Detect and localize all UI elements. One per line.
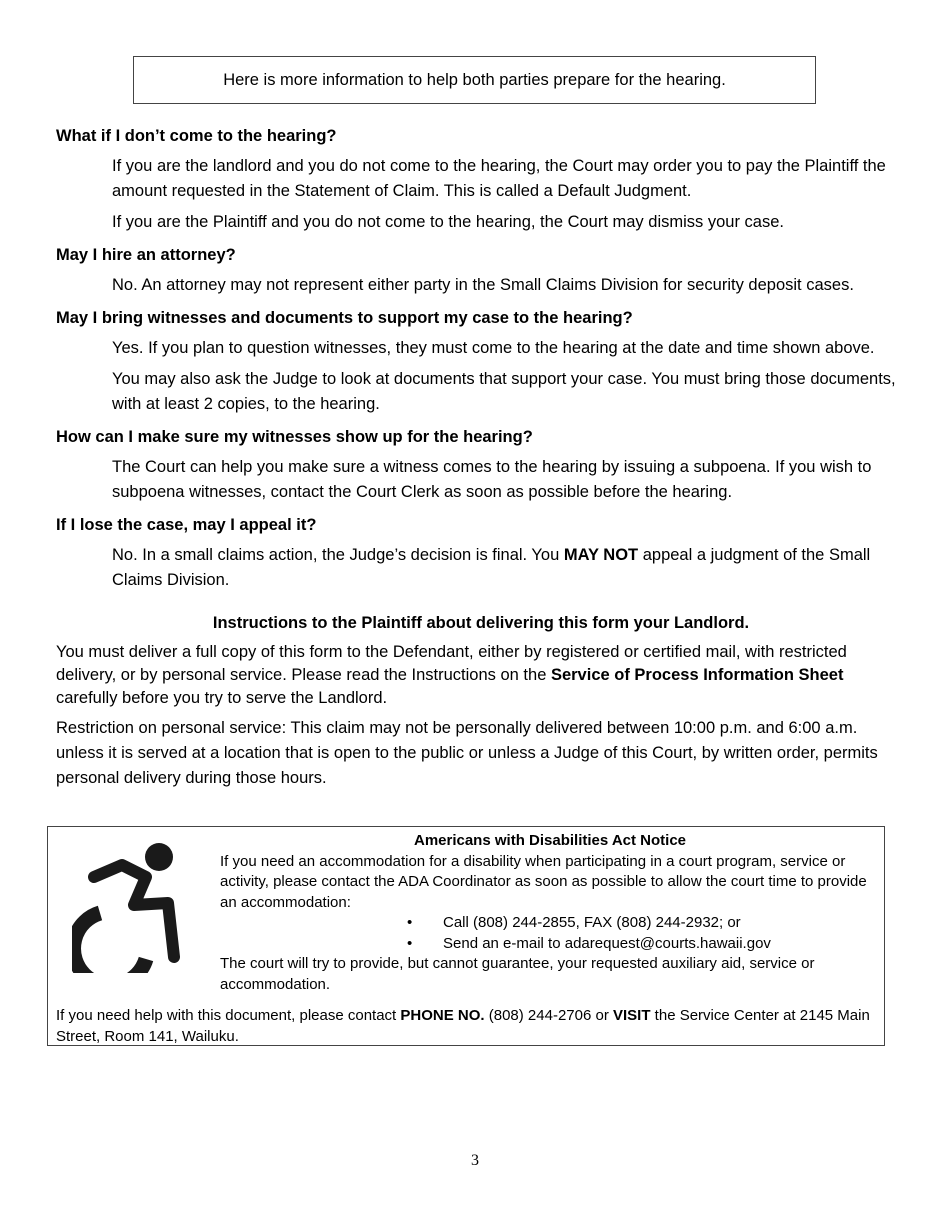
help-contact: If you need help with this document, please contact PHONE NO. (808) 244-2706 or VISIT the Service Center at 2145 Main Street, Room 141, Wailuku. [56,1007,870,1045]
ada-notice-box [47,826,885,1046]
ada-notice-text [220,831,880,995]
instructions-delivery: You must deliver a full copy of this form to the Defendant, either by registered or certified mail, with restricted delivery, or by personal service. Please read the Instructions on the Service of Process Information Sheet carefully before you try to serve the Landlord. [56,643,847,707]
ada-closing: The court will try to provide, but cannot guarantee, your requested auxiliary aid, service or accommodation. [220,955,815,993]
faq-question: How can I make sure my witnesses show up for the hearing? [56,428,533,446]
faq-answer-appeal: No. In a small claims action, the Judge’s decision is final. You MAY NOT appeal a judgment of the Small Claims Division. [112,546,871,589]
ada-title: Americans with Disabilities Act Notice [413,832,687,849]
ada-contact-phone: • Call (808) 244-2855, FAX (808) 244-2932; or [220,913,880,934]
faq-question: What if I don’t come to the hearing? [56,127,337,145]
faq-answer: If you are the Plaintiff and you do not come to the hearing, the Court may dismiss your case. [112,213,784,231]
ada-contact-list [220,913,880,954]
service-sheet-emphasis: Service of Process Information Sheet [550,666,844,684]
faq-answer: The Court can help you make sure a witness comes to the hearing by issuing a subpoena. If you wish to subpoena witnesses, contact the Court Clerk as soon as possible before the hearing. [112,458,872,501]
visit-label: VISIT [613,1007,651,1024]
may-not-emphasis: MAY NOT [563,546,639,564]
notice-text: Here is more information to help both parties prepare for the hearing. [223,70,726,89]
faq-question: May I hire an attorney? [56,246,236,264]
notice-box [133,56,816,104]
phone-label: PHONE NO. [400,1007,485,1024]
faq-section [56,124,906,791]
faq-answer: If you are the landlord and you do not come to the hearing, the Court may order you to pay the Plaintiff the amount requested in the Statement of Claim. This is called a Default Judgment. [112,157,886,200]
faq-answer: Yes. If you plan to question witnesses, they must come to the hearing at the date and time shown above. [112,339,875,357]
faq-question: If I lose the case, may I appeal it? [56,516,317,534]
faq-answer: No. An attorney may not represent either party in the Small Claims Division for security deposit cases. [112,276,854,294]
ada-intro: If you need an accommodation for a disability when participating in a court program, service or activity, please contact the ADA Coordinator as soon as possible to allow the court time to provide an accommodation: [220,852,867,911]
page-number: 3 [471,1152,479,1169]
accessibility-wheelchair-icon [72,841,184,973]
faq-question: May I bring witnesses and documents to support my case to the hearing? [56,309,633,327]
instructions-title: Instructions to the Plaintiff about delivering this form your Landlord. [212,614,750,632]
faq-answer: You may also ask the Judge to look at documents that support your case. You must bring those documents, with at least 2 copies, to the hearing. [112,370,896,413]
ada-contact-email: • Send an e-mail to adarequest@courts.hawaii.gov [220,934,880,955]
instructions-restriction: Restriction on personal service: This claim may not be personally delivered between 10:00 p.m. and 6:00 a.m. unless it is served at a location that is open to the public or unless a Judge of this Court, by written order, permits personal delivery during those hours. [56,719,878,787]
